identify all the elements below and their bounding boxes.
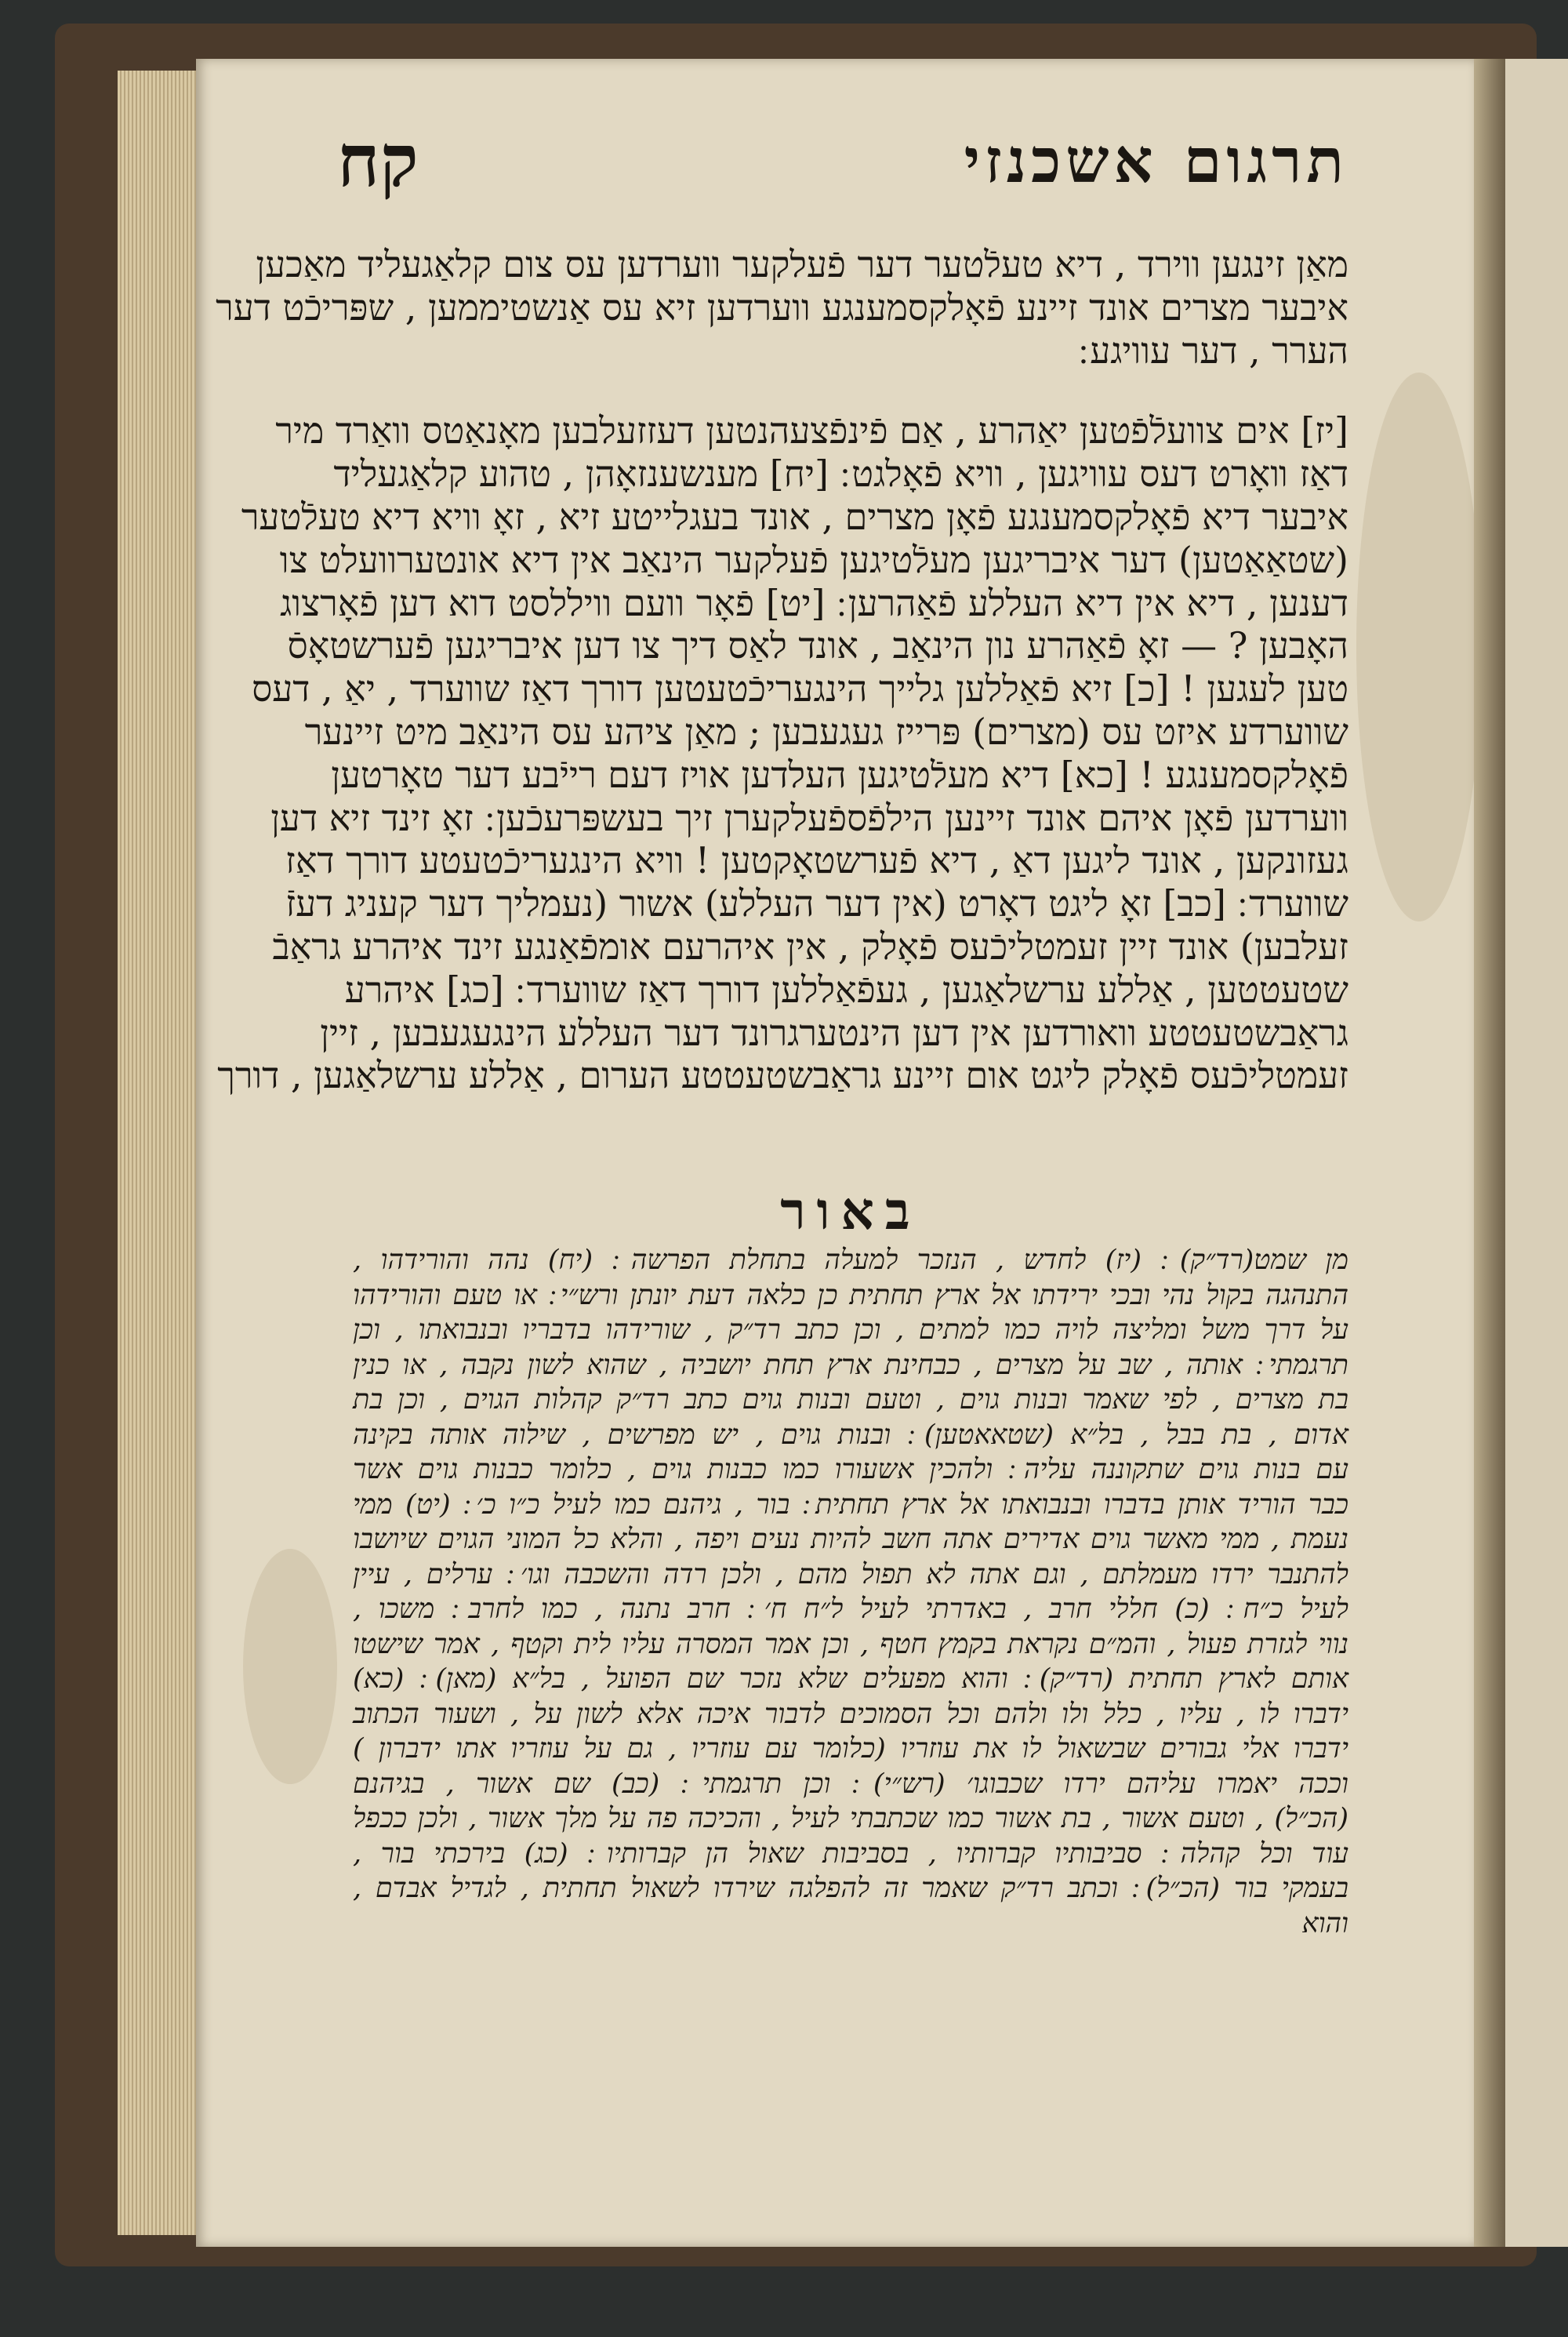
commentary-line: אותם לארץ תחתית (רד״ק) ׃ והוא מפעלים שלא נזכר שם הפועל , בל״א (מאן) ׃ (כא) [353, 1663, 1348, 1695]
commentary-line: והוא [1301, 1907, 1348, 1939]
main-text-line: הערר , דער עוויגע ׃ [1078, 329, 1348, 372]
commentary-line: תרגמתי ׃ אותה , שב על מצרים , כבחינת ארץ תחת יושביה , שהוא לשון נקבה , או כנין [353, 1349, 1348, 1381]
paragraph-gap [353, 372, 1348, 409]
commentary-line: התנהגה בקול נהי ובכי ירידתו אל ארץ תחתית כן כלאה דעת יונתן ורש״י ׃ או טעם והורידהו [353, 1279, 1348, 1311]
main-text-line: מאַן זינגען ווירד , דיא טעלֿטער דער פֿעלקער ווערדען עס צום קלאַגעליד מאַכען [256, 243, 1348, 285]
main-text-line: גראַבשטעטטע וואורדען אין דען הינטערגרונד דער העללע הינגעגעבען , זיין [320, 1011, 1348, 1054]
main-text-block [216, 243, 1348, 1097]
commentary-line: לעיל כ״ח ׃ (כ) חללי חרב , באדרתי לעיל ל״ח ח׳ ׃ חרב נתנה , כמו לחרב ׃ משכו , [353, 1594, 1348, 1625]
commentary-line: אדום , בת בבל , בל״א (שטאאטען) ׃ ובנות גוים , יש מפרשים , שילוה אותה בקינה [353, 1419, 1348, 1451]
commentary-line: כבר הוריד אותן בדברו ובנבואתו אל ארץ תחתית ׃ בור , גיהנם כמו לעיל כ״ו כ׳ ׃ (יט) ממי [353, 1488, 1348, 1521]
main-text-line: (שטאַאַטען) דער איבריגען מעלֿטיגען פֿעלקער הינאַב אין דיא אונטערוועלט צו [279, 538, 1348, 581]
main-text-line: האָבען ? — זאָ פֿאַהרע נון הינאַב , אונד לאַס דיך צו דען איבריגען פֿערשטאָסֿ [287, 624, 1348, 667]
commentary-block [353, 1243, 1348, 1941]
commentary-line: נווי לגזרת פעול , והמ״ם נקראת בקמץ חטף , וכן אמר המסרה עליו לית וקטף , אמר שישטו [353, 1628, 1348, 1660]
commentary-line: ידברו לו , עליו , כלל ולו ולהם וכל הסמוכים לדבור איכה אלא לשון על , ושעור הכתוב [353, 1698, 1348, 1730]
commentary-line: להתנבר ירדו מעמלתם , וגם אתה לא תפול מהם , ולכן רדה והשכבה וגו׳ ׃ ערלים , עיין [353, 1558, 1348, 1590]
page-stain [1356, 373, 1482, 921]
running-title: תרגום אשכנזי [964, 125, 1348, 197]
commentary-line: וככה יאמרו עליהם ירדו שכבוגו׳ (רש״י) ׃ וכן תרגמתי ׃ (כב) שם אשור , בגיהנם [353, 1768, 1348, 1800]
book-page [196, 59, 1474, 2247]
main-text-line: [יז] אים צוועלֿפֿטען יאַהרע , אַם פֿינפֿצעהנטען דעזזעלבען מאָנאַטס וואַרד מיר [275, 409, 1348, 452]
main-text-line: שווערדע איזט עס (מצרים) פּרייז געגעבען ; מאַן ציהע עס הינאַב מיט זיינער [304, 710, 1348, 753]
main-text-line: איבער מצרים אונד זיינע פֿאָלקסמענגע ווערדען זיא עס אַנשטיממען , שפּריכֿט דער [216, 285, 1348, 329]
commentary-line: (הכ״ל) , וטעם אשור , בת אשור כמו שכתבתי לעיל , והכיכה פה על מלך אשור , ולכן ככפל [353, 1803, 1348, 1834]
commentary-line: נעמת , ממי מאשר גוים אדירים אתה חשב להיות נעים ויפה , והלא כל המוני הגוים שיושבו [353, 1524, 1348, 1555]
main-text-line: שווערד ׃ [כב] זאָ ליגט דאָרט (אין דער העללע) אשור (נעמליך דער קעניג דעזֿ [285, 882, 1348, 925]
main-text-line: פֿאָלקסמענגע ! [כא] דיא מעלֿטיגען העלדען אויז דעם רייֿבע דער טאָרטען [331, 753, 1348, 796]
main-text-line: שטעטטען , אַללע ערשלאַגען , געפֿאַללען דורך דאַז שווערד ׃ [כג] איהרע [344, 968, 1348, 1011]
main-text-line: געזונקען , אונד ליגען דאַ , דיא פֿערשטאָקטען ! וויא הינגעריכֿטעטע דורך דאַז [285, 839, 1348, 882]
main-text-line: דאַז װאָרט דעס עוויגען , וויא פֿאָלגט ׃ [יח] מענשענזאָהן , טהוע קלאַגעליד [333, 452, 1348, 496]
commentary-line: בת מצרים , לפי שאמר ובנות גוים , וטעם ובנות גוים כתב רד״ק קהלות הגוים , וכן בת [353, 1384, 1348, 1416]
main-text-line: זעמטליכֿעס פֿאָלק ליגט אום זיינע גראַבשטעטטע הערום , אַללע ערשלאַגען , דורך [217, 1054, 1348, 1097]
page-number: קח [337, 118, 419, 203]
commentary-line: ידברו אלי גבורים שבשאול לו את עוזריו (כלומר עם עוזריו , גם על עוזריו אתו ידברון ) [353, 1733, 1348, 1765]
main-text-line: דענען , דיא אין דיא העללע פֿאַהרען ׃ [יט] פֿאָר וועם וויללסט דוא דען פֿאָרצוג [280, 581, 1348, 624]
main-text-line: ווערדען פֿאָן איהם אונד זיינען הילפֿספֿעלקערן זיך בעשפּרעכֿען ׃ זאָ זינד זיא דען [270, 796, 1348, 839]
commentary-line: בעמקי בור (הכ״ל) ׃ וכתב רד״ק שאמר זה להפלגה שירדו לשאול תחתית , לגדיל אבדם , [353, 1873, 1348, 1904]
commentary-line: עוד וכל קהלה ׃ סביבותיו קברותיו , בסביבות שאול הן קברותיו ׃ (כג) בירכתי בור , [353, 1837, 1348, 1870]
page-stain [243, 1549, 337, 1784]
main-text-line: טען לעגען ! [כ] זיא פֿאַללען גלייך הינגעריכֿטעטען דורך דאַז שווערד , יאַ , דעס [252, 667, 1348, 711]
commentary-line: עם בנות גוים שתקוננה עליה ׃ ולהכין אשעורו כמו כבנות גוים , כלומר כבנות גוים אשר [353, 1454, 1348, 1485]
main-text-line: איבער דיא פֿאָלקסמענגע פֿאָן מצרים , אונד בעגלייטע זיא , זאָ וויא דיא טעלֿטער [241, 495, 1348, 538]
main-text-line: זעלבען) אונד זיין זעמטליכֿעס פֿאָלק , אין איהרעם אומפֿאַנגע זינד איהרע גראַבֿ [272, 925, 1348, 968]
commentary-line: על דרך משל ומליצה לויה כמו למתים , וכן כתב רד״ק , שורידהו בדבריו ובנבואתו , וכן [353, 1314, 1348, 1346]
commentary-line: מן שמט(רד״ק) ׃ (יז) לחדש , הנזכר למעלה בתחלת הפרשה ׃ (יח) נהה והורידהו , [353, 1245, 1348, 1276]
page-header [337, 118, 1348, 204]
section-title: באור [780, 1180, 921, 1241]
